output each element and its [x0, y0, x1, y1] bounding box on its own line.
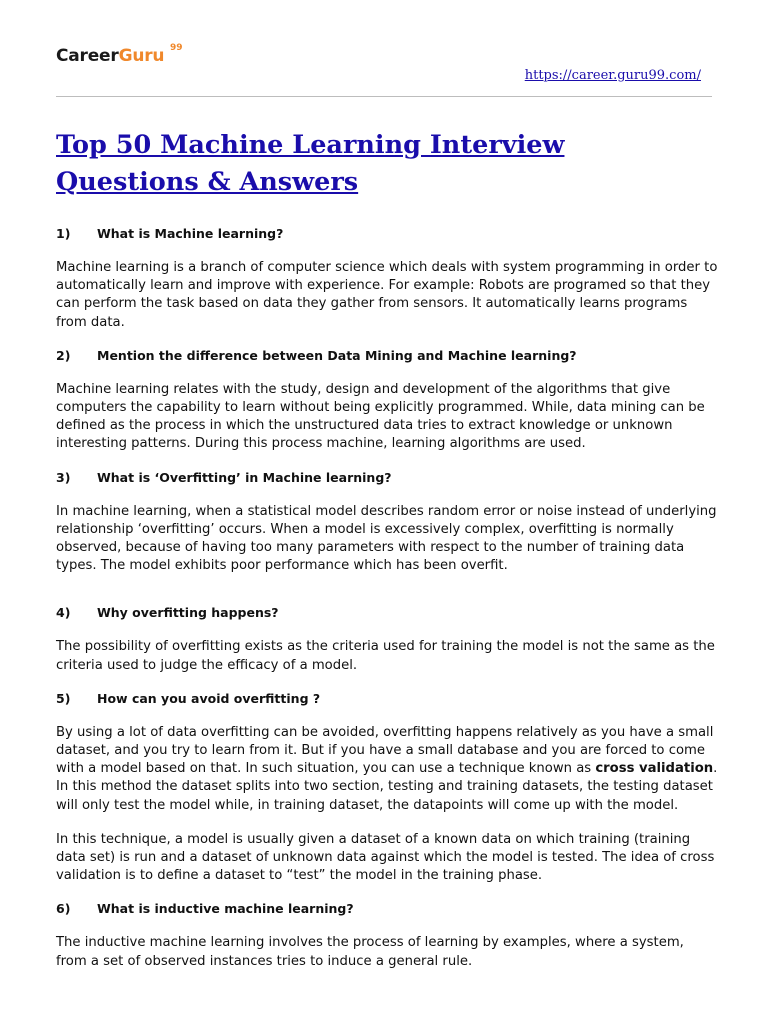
question-number: 6)	[56, 901, 71, 917]
header-divider	[56, 96, 712, 97]
answer-paragraph: Machine learning relates with the study, design and development of the algorithms that give computers the capability to learn without being explicitly programmed. While, data mining can be defined as the process in which the unstructured data tries to extract knowledge or unknown interesting patterns. During this process machine, learning algorithms are used.	[56, 381, 705, 452]
question-heading	[56, 691, 718, 707]
careerguru-logo[interactable]	[56, 43, 183, 76]
question-heading	[56, 605, 718, 621]
question-number: 1)	[56, 226, 71, 241]
question-text: What is Machine learning?	[97, 226, 284, 241]
answer-paragraph	[56, 724, 718, 815]
question-heading	[56, 348, 718, 364]
answer-text: By using a lot of data overfitting can be avoided, overfitting happens relatively as you have a small dataset, and you try to learn from it. But if you have a small database and you are forced to come with a model based on that. In such situation, you can use a technique known as	[56, 724, 714, 777]
answer-text: . In this method the dataset splits into two section, testing and training datasets, the testing dataset will only test the model while, in training dataset, the datapoints will come up with the model.	[56, 761, 718, 813]
site-url-link[interactable]: https://career.guru99.com/	[524, 68, 701, 83]
answer-paragraph: The possibility of overfitting exists as the criteria used for training the model is not the same as the criteria used to judge the efficacy of a model.	[56, 639, 715, 673]
question-number: 5)	[56, 690, 71, 706]
question-number: 2)	[56, 347, 71, 363]
question-heading	[56, 470, 718, 486]
question-text: Mention the difference between Data Mining and Machine learning?	[97, 347, 577, 363]
logo-career-text: Career	[56, 46, 119, 66]
question-number: 4)	[56, 605, 71, 621]
question-text: What is ‘Overfitting’ in Machine learning?	[97, 469, 392, 485]
question-text: Why overfitting happens?	[97, 605, 279, 621]
logo-superscript: 99	[170, 43, 183, 53]
answer-paragraph: The inductive machine learning involves the process of learning by examples, where a system, from a set of observed instances tries to induce a general rule.	[56, 935, 684, 969]
logo-wordmark	[56, 46, 164, 66]
question-heading	[56, 901, 718, 917]
question-number: 3)	[56, 469, 71, 485]
question-heading	[56, 226, 718, 242]
logo-guru-text: Guru	[118, 46, 165, 66]
answer-paragraph: In this technique, a model is usually given a dataset of a known data on which training (training data set) is run and a dataset of unknown data against which the model is tested. The idea of cross validation is to define a dataset to “test” the model in the training phase.	[56, 831, 715, 884]
answer-paragraph: Machine learning is a branch of computer science which deals with system programming in order to automatically learn and improve with experience. For example: Robots are programed so that they can perform the task based on data they gather from sensors. It automatically learns programs from data.	[56, 260, 718, 330]
page-title[interactable]: Top 50 Machine Learning Interview Questions & Answers	[56, 130, 565, 197]
question-text: How can you avoid overfitting ?	[97, 690, 321, 706]
answer-paragraph: In machine learning, when a statistical model describes random error or noise instead of underlying relationship ‘overfitting’ occurs. When a model is excessively complex, overfitting is normally observed, because of having too many parameters with respect to the number of training data types. The model exhibits poor performance which has been overfit.	[56, 503, 717, 574]
article-body	[56, 226, 718, 987]
cross-validation-term: cross validation	[595, 761, 714, 777]
question-text: What is inductive machine learning?	[97, 901, 354, 917]
